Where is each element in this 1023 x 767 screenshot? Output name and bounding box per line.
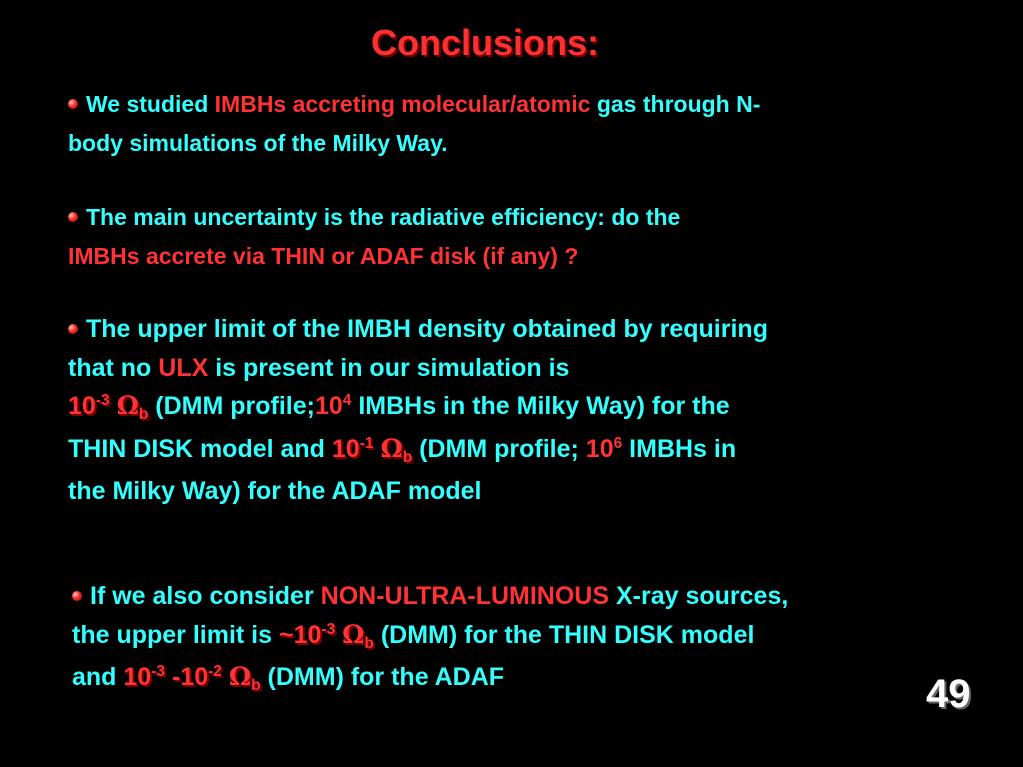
- bullet-1-line-2: [68, 124, 760, 163]
- exponent: -2: [208, 663, 222, 681]
- bullet-4-line-2: [72, 616, 788, 659]
- bullet-1-line-1: [68, 85, 760, 124]
- text: THIN DISK model and: [68, 434, 332, 463]
- text: gas through N-: [590, 91, 761, 117]
- exponent: -3: [321, 620, 336, 638]
- bullet-icon: [68, 99, 78, 109]
- bullet-2: [68, 198, 680, 275]
- bullet-3-line-1: [68, 310, 768, 349]
- exponent: -3: [95, 392, 110, 410]
- tilde: ~: [278, 620, 294, 649]
- bullet-2-line-2: IMBHs accrete via THIN or ADAF disk (if any) ?: [68, 242, 579, 269]
- text: 10: [123, 663, 152, 691]
- bullet-3: [68, 310, 768, 511]
- text: (DMM profile;: [148, 392, 315, 420]
- text: (DMM) for the ADAF: [260, 663, 505, 691]
- bullet-3-line-5: [68, 472, 768, 511]
- bullet-4: [72, 577, 788, 701]
- omega-symbol: Ω: [342, 619, 365, 649]
- bullet-3-line-2: [68, 349, 768, 388]
- text: 10: [180, 663, 209, 691]
- text: (DMM profile;: [412, 434, 586, 463]
- bullet-icon: [68, 212, 78, 222]
- omega-symbol: Ω: [380, 433, 403, 463]
- subscript: b: [251, 677, 261, 695]
- text: IMBHs in the Milky Way) for the: [351, 392, 730, 420]
- text: the Milky Way) for the ADAF model: [68, 477, 482, 505]
- exponent: -1: [359, 434, 374, 452]
- text: is present in our simulation is: [208, 353, 570, 382]
- bullet-3-line-3: [68, 387, 768, 430]
- text: The upper limit of the IMBH density obtained by requiring: [86, 315, 768, 343]
- text: 10: [331, 434, 360, 463]
- value: [315, 392, 351, 420]
- value: [586, 435, 622, 463]
- bullet-icon: [72, 591, 82, 601]
- value: [278, 619, 374, 652]
- text: If we also consider: [90, 582, 321, 610]
- bullet-4-line-3: [72, 658, 788, 701]
- text: We studied: [86, 91, 215, 117]
- omega-symbol: Ω: [228, 662, 252, 691]
- subscript: b: [402, 448, 413, 466]
- page-number: 49: [926, 672, 971, 716]
- highlight-text: ULX: [158, 353, 209, 382]
- text: IMBHs in: [622, 434, 737, 463]
- subscript: b: [364, 634, 374, 652]
- exponent: 4: [342, 392, 352, 410]
- subscript: b: [138, 406, 149, 424]
- text: body simulations of the Milky Way.: [68, 129, 448, 156]
- text: X-ray sources,: [609, 582, 789, 610]
- bullet-1: [68, 85, 760, 162]
- value: [123, 662, 261, 695]
- omega-symbol: Ω: [116, 391, 139, 420]
- slide-title: Conclusions:: [370, 22, 599, 63]
- highlight-text: NON-ULTRA-LUMINOUS: [320, 582, 610, 610]
- bullet-icon: [68, 324, 78, 334]
- value: [68, 391, 149, 424]
- value: [331, 433, 413, 466]
- exponent: -3: [151, 663, 166, 681]
- text: that no: [68, 353, 159, 382]
- highlight-text: IMBHs accreting molecular/atomic: [214, 91, 591, 117]
- bullet-3-line-4: [68, 430, 768, 473]
- exponent: 6: [613, 434, 623, 452]
- text: 10: [314, 392, 343, 420]
- dash: -: [165, 663, 181, 691]
- text: 10: [68, 392, 96, 420]
- text: The main uncertainty is the radiative efficiency: do the: [86, 204, 681, 230]
- text: the upper limit is: [72, 620, 279, 649]
- text: and: [72, 663, 124, 691]
- bullet-4-line-1: [72, 577, 788, 616]
- text: 10: [293, 620, 322, 649]
- text: (DMM) for the THIN DISK model: [373, 620, 755, 649]
- text: 10: [585, 434, 614, 463]
- bullet-2-line-1: [68, 198, 680, 237]
